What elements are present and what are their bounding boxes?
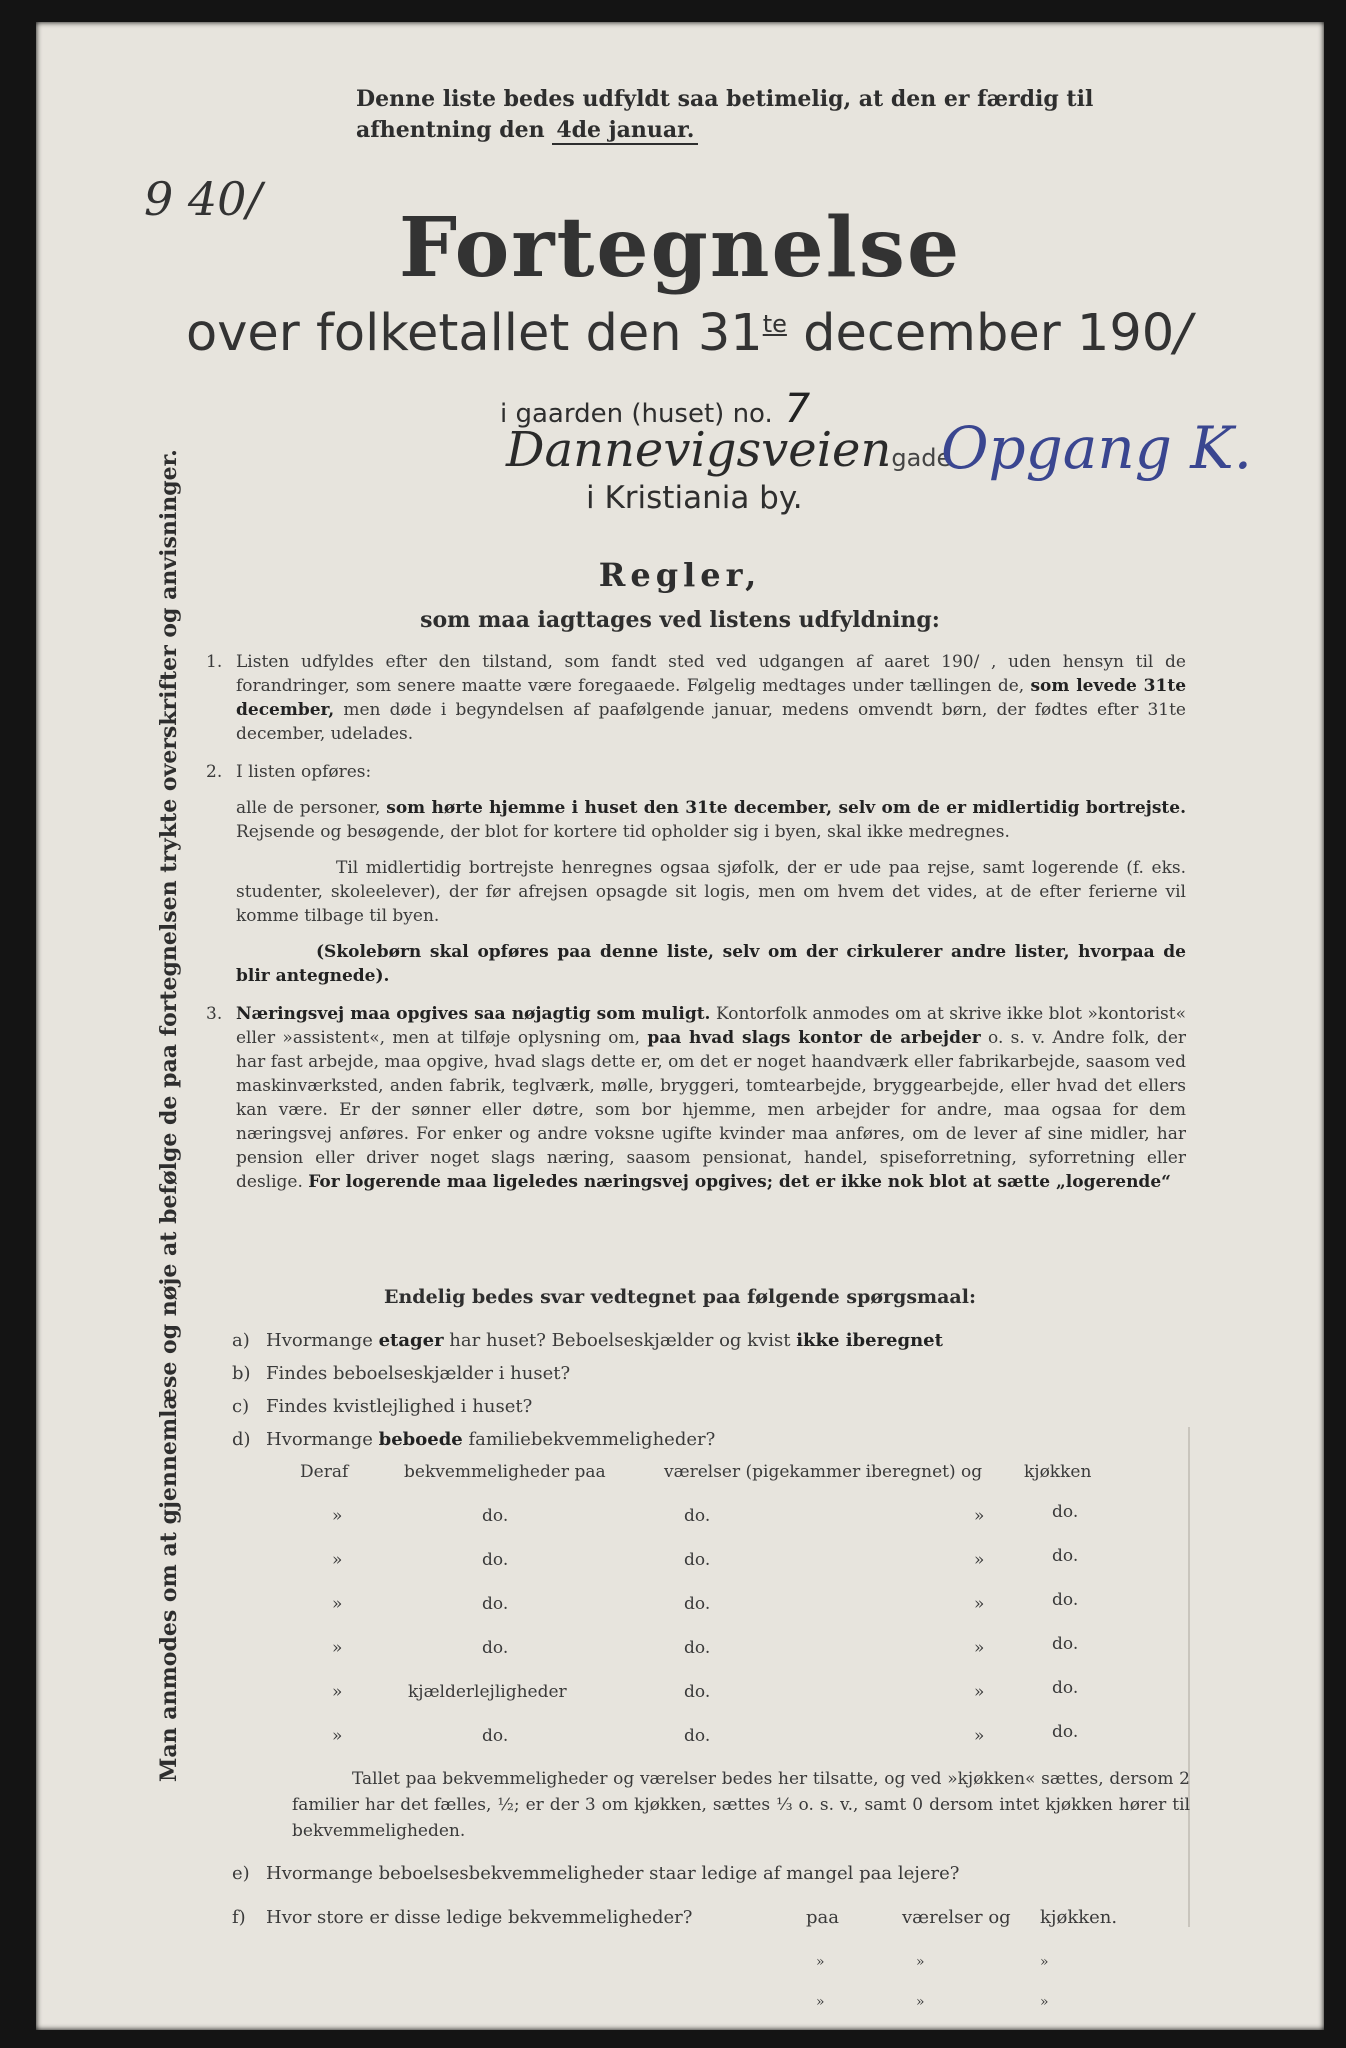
table-cell: kjælderlejligheder	[408, 1682, 567, 1702]
rules-list	[206, 650, 1186, 1208]
rule-emphasis: paa hvad slags kontor de arbejder	[647, 1028, 981, 1048]
ditto-mark: »	[974, 1506, 985, 1526]
table-row	[302, 1590, 1182, 1638]
question-letter: a)	[232, 1330, 250, 1351]
table-header	[302, 1462, 1182, 1506]
header-deraf: Deraf	[300, 1462, 349, 1482]
question-text: har huset? Beboelseskjælder og kvist	[449, 1330, 791, 1351]
rule-text: Listen udfyldes efter den tilstand, som fandt sted ved udgangen af aaret 190/ , uden hensyn til de forandringer, som senere maatte være foregaaede. Følgelig medtages under tællingen de,	[236, 652, 1186, 696]
table-row	[302, 1546, 1182, 1594]
question-letter: c)	[232, 1396, 250, 1417]
ditto-mark: »	[332, 1726, 343, 1746]
table-cell: do.	[684, 1506, 711, 1526]
rules-subheading: som maa iagttages ved listens udfyldning:	[420, 607, 940, 633]
question-letter: e)	[232, 1863, 250, 1884]
subtitle-hand-digit: /	[1174, 304, 1192, 363]
table-cell: do.	[1052, 1502, 1079, 1522]
table-row	[302, 1722, 1182, 1770]
question-text: Hvor store er disse ledige bekvemmeligheder?	[266, 1907, 693, 1928]
rule-emphasis: Næringsvej maa opgives saa nøjagtig som muligt.	[236, 1004, 711, 1024]
ditto-mark: »	[1040, 1994, 1049, 2010]
table-cell: do.	[1052, 1590, 1079, 1610]
table-cell: do.	[482, 1506, 509, 1526]
questions-heading: Endelig bedes svar vedtegnet paa følgende spørgsmaal:	[384, 1286, 976, 1308]
table-cell: do.	[1052, 1722, 1079, 1742]
header-vaerelser: værelser (pigekammer iberegnet) og	[664, 1462, 983, 1482]
rule-text: Til midlertidig bortrejste henregnes ogsaa sjøfolk, der er ude paa rejse, samt logerende (f. eks. studenter, skoleelever), der før afrejsen opsagde sit logis, men om hvem det vides, at de efter ferierne vil komme tilbage til byen.	[236, 858, 1186, 926]
rule-3	[206, 1002, 1186, 1194]
table-row	[302, 1502, 1182, 1550]
census-form-page	[36, 22, 1324, 2030]
question-f-vaerelser: værelser og	[902, 1907, 1011, 1928]
table-cell: do.	[684, 1550, 711, 1570]
house-number-value: 7	[784, 386, 811, 432]
table-cell: do.	[482, 1594, 509, 1614]
house-number-label: i gaarden (huset) no.	[500, 399, 773, 429]
question-letter: b)	[232, 1363, 251, 1384]
questions-a-d	[232, 1324, 1192, 1456]
ditto-mark: »	[916, 1954, 925, 1970]
rule-emphasis: som hørte hjemme i huset den 31te december, selv om de er midlertidig bortrejste.	[386, 798, 1186, 818]
street-printed: gade	[891, 444, 952, 472]
rule-1	[206, 650, 1186, 746]
ditto-mark: »	[816, 1954, 825, 1970]
table-cell: do.	[684, 1726, 711, 1746]
rule-emphasis: som levede 31te december,	[236, 676, 1187, 720]
rule-2	[206, 760, 1186, 988]
ditto-mark: »	[916, 1994, 925, 2010]
questions-e-f	[232, 1852, 1192, 2020]
street-line	[506, 422, 951, 478]
question-emphasis: ikke iberegnet	[796, 1330, 943, 1351]
rule-number: 1.	[206, 652, 223, 672]
ditto-mark: »	[974, 1594, 985, 1614]
form-title: Fortegnelse	[398, 200, 962, 296]
ditto-mark: »	[332, 1594, 343, 1614]
question-f-ditto-row	[232, 1980, 1192, 2020]
rule-number: 2.	[206, 762, 223, 782]
pickup-notice	[356, 84, 1176, 146]
question-text: Findes beboelseskjælder i huset?	[266, 1363, 571, 1384]
rules-heading: Regler,	[598, 556, 762, 594]
question-text: Hvormange beboelsesbekvemmeligheder staar ledige af mangel paa lejere?	[266, 1863, 960, 1884]
table-cell: do.	[684, 1682, 711, 1702]
rule-text: men døde i begyndelsen af paafølgende januar, medens omvendt børn, der fødtes efter 31te december, udelades.	[236, 700, 1186, 744]
pickup-notice-line1: Denne liste bedes udfyldt saa betimelig, at den er færdig til	[356, 86, 1094, 112]
city-line: i Kristiania by.	[586, 480, 803, 516]
header-bekvemmeligheder: bekvemmeligheder paa	[404, 1462, 606, 1482]
rule-text: alle de personer,	[236, 798, 381, 818]
table-cell: do.	[1052, 1634, 1079, 1654]
table-cell: do.	[482, 1638, 509, 1658]
question-f-ditto-row	[232, 1940, 1192, 1980]
table-cell: do.	[482, 1726, 509, 1746]
pickup-notice-line2	[356, 115, 1176, 146]
rule-text: Rejsende og besøgende, der blot for kortere tid opholder sig i byen, skal ikke medregnes.	[236, 822, 1010, 842]
rule-emphasis: (Skolebørn skal opføres paa denne liste, selv om der cirkulerer andre lister, hvorpaa de blir antegnede).	[236, 942, 1186, 986]
rule-text: o. s. v. Andre folk, der har fast arbejde, maa opgive, hvad slags dette er, om det er noget haandværk eller fabrikarbejde, saasom ved maskinværksted, anden fabrik, teglværk, mølle, bryggeri, tomtearbejde, bryggearbejde, eller hvad det ellers kan være. Er der sønner eller døtre, som bor hjemme, men arbejder for andre, maa ogsaa for dem næringsvej anføres. For enker og andre voksne ugifte kvinder maa anføres, om de lever af sine midler, har pension eller driver noget slags næring, saasom pensionat, handel, spiseforretning, syforretning eller deslige.	[236, 1028, 1187, 1192]
entrance-handwritten: Opgang K.	[941, 414, 1253, 482]
table-cell: do.	[684, 1638, 711, 1658]
rule-number: 3.	[206, 1004, 223, 1024]
kitchen-fraction-note: Tallet paa bekvemmeligheder og værelser bedes her tilsatte, og ved »kjøkken« sættes, dersom 2 familier har det fælles, ½; er der 3 om kjøkken, sættes ⅓ o. s. v., samt 0 dersom intet kjøkken hører til bekvemmeligheden.	[292, 1769, 1190, 1841]
question-a	[232, 1324, 1192, 1357]
pickup-date: 4de januar.	[552, 117, 698, 145]
pickup-notice-prefix: afhentning den	[356, 117, 545, 143]
vertical-instruction: Man anmodes om at gjennemlæse og nøje at befølge de paa fortegnelsen trykte overskrifter og anvisninger.	[156, 449, 182, 1782]
ditto-mark: »	[816, 1994, 825, 2010]
question-text: familiebekvemmeligheder?	[468, 1429, 716, 1450]
rule-head: I listen opføres:	[236, 762, 372, 782]
table-row	[302, 1634, 1182, 1682]
question-emphasis: etager	[378, 1330, 444, 1351]
ditto-mark: »	[974, 1726, 985, 1746]
ditto-mark: »	[1040, 1954, 1049, 1970]
ditto-mark: »	[332, 1550, 343, 1570]
question-letter: d)	[232, 1429, 251, 1450]
ditto-mark: »	[332, 1506, 343, 1526]
ditto-mark: »	[974, 1550, 985, 1570]
question-text: Hvormange	[266, 1330, 373, 1351]
question-d	[232, 1423, 1192, 1456]
subtitle-prefix: over folketallet den 31	[186, 304, 763, 363]
question-text: Hvormange	[266, 1429, 373, 1450]
question-letter: f)	[232, 1907, 246, 1928]
form-subtitle	[186, 304, 1191, 363]
question-e	[232, 1852, 1192, 1896]
ditto-mark: »	[332, 1638, 343, 1658]
question-text: Findes kvistlejlighed i huset?	[266, 1396, 533, 1417]
table-cell: do.	[1052, 1678, 1079, 1698]
table-cell: do.	[684, 1594, 711, 1614]
dwelling-table	[302, 1462, 1182, 1770]
table-cell: do.	[1052, 1546, 1079, 1566]
question-b	[232, 1357, 1192, 1390]
ditto-mark: »	[974, 1638, 985, 1658]
subtitle-sup: te	[762, 310, 787, 338]
question-c	[232, 1390, 1192, 1423]
rule-emphasis: For logerende maa ligeledes næringsvej opgives; det er ikke nok blot at sætte „logerende“	[308, 1172, 1171, 1192]
rule-text: Kontorfolk anmodes om at skrive ikke blot »kontorist« eller »assistent«, men at tilføje oplysning om,	[236, 1004, 1186, 1048]
question-f-paa: paa	[806, 1907, 839, 1928]
street-handwritten: Dannevigsveien	[506, 422, 892, 478]
header-kjokken: kjøkken	[1024, 1462, 1092, 1482]
question-f	[232, 1896, 1192, 1940]
ditto-mark: »	[332, 1682, 343, 1702]
question-emphasis: beboede	[378, 1429, 463, 1450]
table-row	[302, 1678, 1182, 1726]
ditto-mark: »	[974, 1682, 985, 1702]
subtitle-suffix: december 190	[803, 304, 1175, 363]
table-cell: do.	[482, 1550, 509, 1570]
question-f-kjokken: kjøkken.	[1040, 1907, 1118, 1928]
handwritten-list-number: 9 40/	[144, 172, 262, 226]
